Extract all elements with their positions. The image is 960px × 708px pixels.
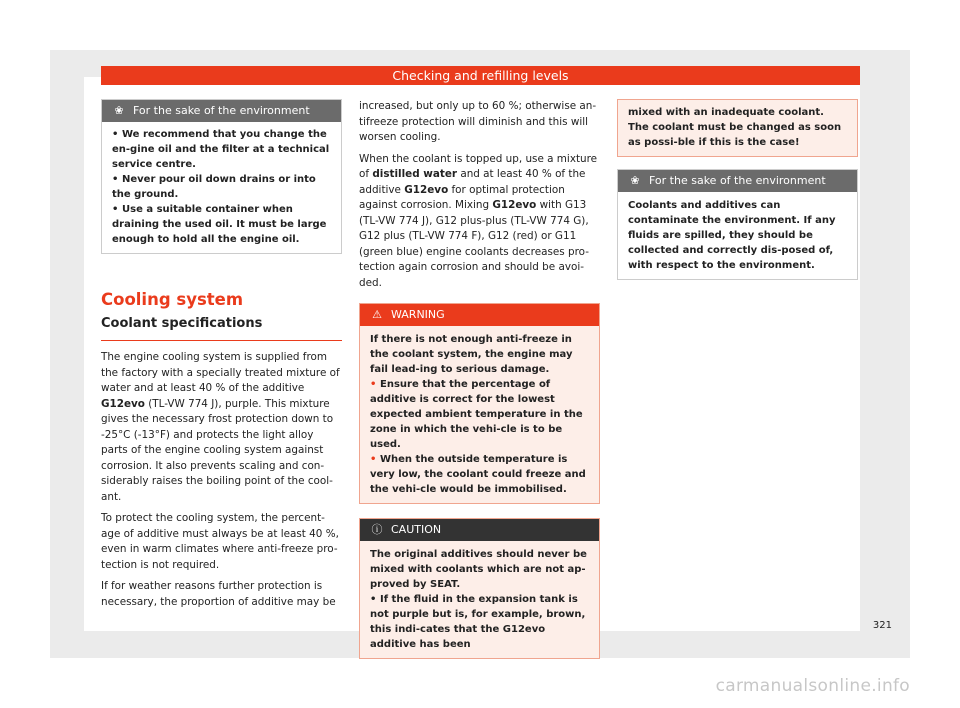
page-number: 321	[872, 620, 892, 631]
paragraph: increased, but only up to 60 %; otherwise an-tifreeze protection will diminish and this will worsen cooling.	[359, 100, 597, 143]
warning-box-title: WARNING	[391, 308, 445, 321]
paragraph: If for weather reasons further protection is necessary, the proportion of additive may be	[101, 580, 336, 608]
environment-box-title: For the sake of the environment	[133, 104, 310, 117]
leaf-icon: ❀	[630, 174, 640, 187]
environment-box-body	[102, 122, 341, 253]
list-item: • When the outside temperature is very low, the coolant could freeze and the vehi-cle would be immobilised.	[370, 454, 586, 495]
list-item: • Ensure that the percentage of additive is correct for the lowest expected ambient temperature in the zone in which the vehi-cle is to be used.	[370, 379, 583, 450]
middle-column	[359, 99, 600, 659]
warning-box	[359, 303, 600, 504]
leaf-icon: ❀	[114, 104, 124, 117]
warning-box-header	[360, 304, 599, 326]
environment-box-body: Coolants and additives can contaminate the environment. If any fluids are spilled, they should be collected and correctly dis-posed of, with respect to the environment.	[618, 192, 857, 279]
warning-box-body	[360, 326, 599, 503]
paragraph: To protect the cooling system, the percent-age of additive must always be at least 40 %, even in warm climates where anti-freeze pro-tection is not required.	[101, 512, 339, 571]
list-item: • We recommend that you change the en-gine oil and the filter at a technical service centre.	[112, 129, 330, 170]
subsection-title: Coolant specifications	[101, 315, 263, 331]
page-header	[101, 66, 860, 85]
environment-box-header	[102, 100, 341, 122]
bullet-icon: •	[112, 174, 119, 185]
environment-box-header	[618, 170, 857, 192]
caution-box-body	[360, 541, 599, 658]
warning-triangle-icon: ⚠	[372, 308, 382, 321]
bullet-icon: •	[370, 454, 377, 465]
bullet-icon: •	[370, 379, 377, 390]
paragraph: When the coolant is topped up, use a mixture of distilled water and at least 40 % of the additive G12evo for optimal protection against corrosion. Mixing G12evo with G13 (TL-VW 774 J), G12 plus-plus (TL-VW 774 G), G12 plus (TL-VW 774 F), G12 (red) or G11 (green blue) engine coolants decreases pro-tection again corrosion and should be avoi-ded.	[359, 152, 598, 289]
environment-box	[617, 169, 858, 280]
info-circle-icon: ⓘ	[371, 523, 383, 536]
paragraph: The engine cooling system is supplied from the factory with a specially treated mixture of water and at least 40 % of the additive G12evo (TL-VW 774 J), purple. This mixture gives the necessary frost protection down to -25°C (-13°F) and protects the light alloy parts of the engine cooling system against corrosion. It also prevents scaling and con-siderably raises the boiling point of the cool-ant.	[101, 351, 340, 503]
list-item: • Use a suitable container when draining the used oil. It must be large enough to hold all the engine oil.	[112, 204, 327, 245]
left-column	[101, 99, 342, 616]
bullet-icon: •	[112, 204, 119, 215]
bullet-icon: •	[370, 594, 377, 605]
caution-continuation-box	[617, 99, 858, 157]
warning-intro: If there is not enough anti-freeze in the coolant system, the engine may fail lead-ing to serious damage.	[370, 334, 573, 375]
list-item: • If the fluid in the expansion tank is not purple but is, for example, brown, this indi-cates that the G12evo additive has been	[370, 594, 586, 650]
right-column	[617, 99, 858, 280]
caution-box-title: CAUTION	[391, 523, 442, 536]
bullet-icon: •	[112, 129, 119, 140]
watermark: carmanualsonline.info	[715, 676, 910, 696]
caution-box-header	[360, 519, 599, 541]
environment-box	[101, 99, 342, 254]
section-title: Cooling system	[101, 290, 244, 309]
caution-continuation-text: mixed with an inadequate coolant. The coolant must be changed as soon as possi-ble if this is the case!	[618, 100, 857, 156]
list-item: • Never pour oil down drains or into the ground.	[112, 174, 316, 200]
caution-intro: The original additives should never be mixed with coolants which are not ap-proved by SEAT.	[370, 549, 587, 590]
caution-box	[359, 518, 600, 659]
header-title: Checking and refilling levels	[392, 68, 569, 83]
environment-box-title: For the sake of the environment	[649, 174, 826, 187]
